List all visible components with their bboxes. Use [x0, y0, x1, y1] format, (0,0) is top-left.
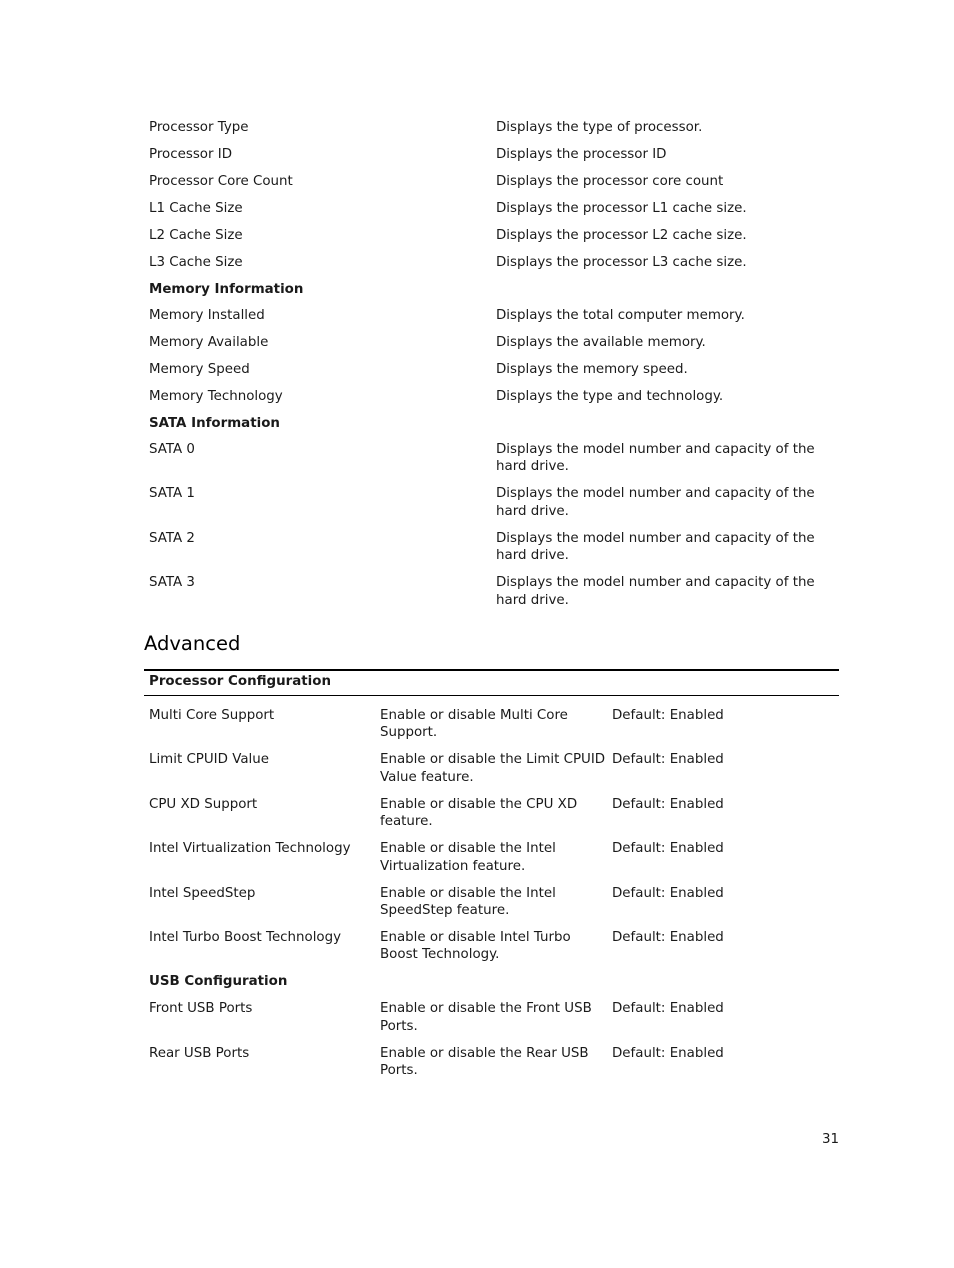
section-heading-memory [149, 278, 839, 304]
row-default: Default: Enabled [612, 841, 724, 857]
table-row [144, 882, 839, 926]
row-description [496, 571, 826, 615]
table-row [149, 438, 839, 482]
description-line: hard drive. [496, 459, 569, 475]
description-line: Displays the model number and capacity of the [496, 575, 815, 591]
row-label: L3 Cache Size [149, 255, 243, 270]
row-description: Displays the processor L2 cache size. [496, 228, 747, 243]
row-label: SATA 2 [149, 530, 195, 546]
row-label: Intel SpeedStep [149, 885, 256, 901]
table-row [149, 527, 839, 571]
description-line: hard drive. [496, 503, 569, 519]
row-default: Default: Enabled [612, 929, 724, 945]
description-line: Displays the model number and capacity of the [496, 486, 815, 502]
row-description [496, 482, 826, 526]
table-row [149, 304, 839, 331]
section-heading: SATA Information [149, 416, 280, 431]
row-label: Memory Available [149, 335, 269, 350]
row-label: CPU XD Support [149, 796, 258, 812]
row-description: Displays the processor L1 cache size. [496, 201, 747, 216]
row-label: SATA 0 [149, 442, 195, 457]
table-row [149, 170, 839, 197]
table-row [144, 997, 839, 1041]
table-row [149, 224, 839, 251]
table-row [149, 482, 839, 526]
row-label: SATA 1 [149, 486, 195, 502]
row-label: Processor Type [149, 120, 249, 135]
row-label: Front USB Ports [149, 1001, 253, 1017]
table-row [149, 385, 839, 412]
page-number: 31 [821, 1132, 839, 1147]
table-row [149, 143, 839, 170]
row-label: Intel Virtualization Technology [149, 841, 351, 857]
description-line: Enable or disable the Intel [380, 885, 556, 901]
row-description: Displays the processor L3 cache size. [496, 255, 747, 270]
description-line: Displays the model number and capacity of the [496, 442, 815, 457]
table-row [149, 251, 839, 278]
row-description [380, 748, 612, 792]
row-default: Default: Enabled [612, 1045, 724, 1061]
row-description: Displays the type and technology. [496, 389, 724, 404]
row-label: SATA 3 [149, 575, 195, 591]
row-label: Processor ID [149, 147, 233, 162]
row-label: Intel Turbo Boost Technology [149, 929, 342, 945]
section-heading-sata [149, 412, 839, 438]
table-row [144, 793, 839, 837]
row-default: Default: Enabled [612, 752, 724, 768]
table-row [149, 571, 839, 615]
description-line: feature. [380, 814, 433, 830]
row-description: Displays the type of processor. [496, 120, 703, 135]
row-description [380, 1042, 612, 1086]
description-line: SpeedStep feature. [380, 902, 510, 918]
row-description [380, 704, 612, 748]
row-label: L2 Cache Size [149, 228, 243, 243]
row-label: Limit CPUID Value [149, 752, 269, 768]
advanced-table [144, 669, 839, 1086]
row-default: Default: Enabled [612, 796, 724, 812]
description-line: Enable or disable the CPU XD [380, 796, 578, 812]
table-row [144, 748, 839, 792]
table-row [149, 116, 839, 143]
row-label: Memory Technology [149, 389, 283, 404]
row-description [496, 527, 826, 571]
table-row [149, 358, 839, 385]
description-line: Value feature. [380, 769, 474, 785]
description-line: Enable or disable the Front USB [380, 1001, 592, 1017]
table-row [144, 926, 839, 970]
description-line: Support. [380, 725, 438, 741]
description-line: hard drive. [496, 592, 569, 608]
description-line: Enable or disable the Intel [380, 841, 556, 857]
table-row [149, 197, 839, 224]
description-line: Ports. [380, 1018, 418, 1034]
description-line: Boost Technology. [380, 947, 500, 963]
system-info-table [149, 116, 839, 616]
row-description [380, 882, 612, 926]
row-description [380, 837, 612, 881]
row-label: Rear USB Ports [149, 1045, 250, 1061]
row-description: Displays the memory speed. [496, 362, 688, 377]
description-line: Virtualization feature. [380, 858, 526, 874]
row-description: Displays the total computer memory. [496, 308, 745, 323]
row-description [380, 926, 612, 970]
row-label: Processor Core Count [149, 174, 293, 189]
section-heading-usb [144, 970, 839, 997]
description-line: hard drive. [496, 548, 569, 564]
row-default: Default: Enabled [612, 885, 724, 901]
section-heading: Memory Information [149, 282, 304, 297]
row-description: Displays the processor core count [496, 174, 724, 189]
description-line: Displays the model number and capacity of the [496, 530, 815, 546]
row-description: Displays the processor ID [496, 147, 667, 162]
row-label: Multi Core Support [149, 708, 275, 723]
row-label: L1 Cache Size [149, 201, 243, 216]
description-line: Enable or disable the Rear USB [380, 1045, 589, 1061]
table-row [149, 331, 839, 358]
description-line: Ports. [380, 1063, 418, 1079]
description-line: Enable or disable Multi Core [380, 708, 568, 723]
row-description [380, 793, 612, 837]
row-default: Default: Enabled [612, 708, 724, 723]
table-row [144, 704, 839, 748]
table-row [144, 837, 839, 881]
row-default: Default: Enabled [612, 1001, 724, 1017]
table-header: Processor Configuration [144, 669, 839, 696]
table-row [144, 1042, 839, 1086]
row-label: Memory Speed [149, 362, 250, 377]
section-title-advanced: Advanced [144, 632, 241, 655]
description-line: Enable or disable Intel Turbo [380, 929, 571, 945]
row-label: Memory Installed [149, 308, 265, 323]
row-description [380, 997, 612, 1041]
row-description [496, 438, 826, 482]
description-line: Enable or disable the Limit CPUID [380, 752, 606, 768]
row-description: Displays the available memory. [496, 335, 706, 350]
section-heading: USB Configuration [149, 974, 288, 990]
